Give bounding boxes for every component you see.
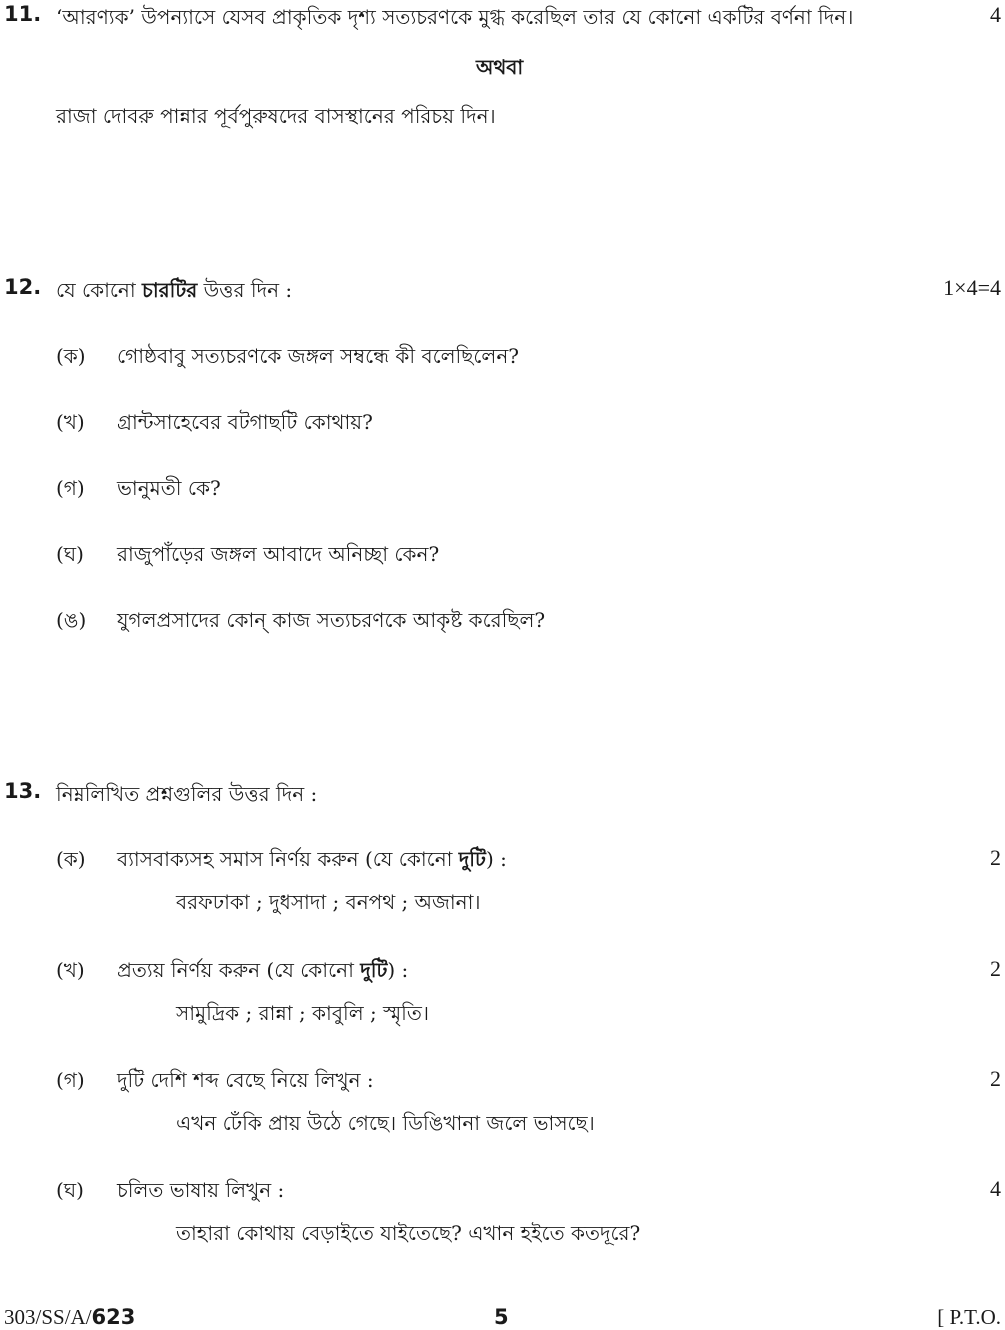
question-11-text: ‘আরণ্যক’ উপন্যাসে যেসব প্রাকৃতিক দৃশ্য সত্যচরণকে মুগ্ধ করেছিল তার যে কোনো একটির বর্ণনা দিন। bbox=[56, 5, 854, 29]
question-13-item-marks: 2 bbox=[990, 845, 1001, 870]
page-number: 5 bbox=[494, 1305, 509, 1329]
question-13-item-marks: 4 bbox=[990, 1176, 1001, 1201]
question-13-item-marks: 2 bbox=[990, 1066, 1001, 1091]
question-13-item-text: ব্যাসবাক্যসহ সমাস নির্ণয় করুন (যে কোনো দুটি) : bbox=[117, 847, 507, 871]
question-12-item-label: (খ) bbox=[56, 410, 85, 434]
question-13-item-text: চলিত ভাষায় লিখুন : bbox=[117, 1178, 285, 1202]
question-13-item-marks: 2 bbox=[990, 956, 1001, 981]
question-13-item-sub: বরফঢাকা ; দুধসাদা ; বনপথ ; অজানা। bbox=[176, 890, 481, 914]
question-13-number: 13. bbox=[4, 779, 42, 803]
question-13-item-sub: তাহারা কোথায় বেড়াইতে যাইতেছে? এখান হইতে কতদূরে? bbox=[176, 1221, 641, 1245]
question-11-marks: 4 bbox=[990, 2, 1001, 27]
question-12-item-text: ভানুমতী কে? bbox=[117, 476, 221, 500]
question-12-marks: 1×4=4 bbox=[943, 275, 1001, 300]
question-11-or-label: অথবা bbox=[476, 55, 524, 79]
question-13-text: নিম্নলিখিত প্রশ্নগুলির উত্তর দিন : bbox=[56, 782, 318, 806]
paper-code: 303/SS/A/623 bbox=[4, 1305, 136, 1329]
question-12-number: 12. bbox=[4, 275, 42, 299]
question-12-item-label: (ঘ) bbox=[56, 542, 84, 566]
question-13-item-label: (ঘ) bbox=[56, 1178, 84, 1202]
question-12-item-text: যুগলপ্রসাদের কোন্ কাজ সত্যচরণকে আকৃষ্ট করেছিল? bbox=[117, 608, 546, 632]
question-13-item-sub: সামুদ্রিক ; রান্না ; কাবুলি ; স্মৃতি। bbox=[176, 1001, 430, 1025]
question-13-item-sub: এখন ঢেঁকি প্রায় উঠে গেছে। ডিঙিখানা জলে ভাসছে। bbox=[176, 1111, 595, 1135]
question-13-item-text: দুটি দেশি শব্দ বেছে নিয়ে লিখুন : bbox=[117, 1068, 374, 1092]
question-13-item-label: (ক) bbox=[56, 847, 86, 871]
question-13-item-text: প্রত্যয় নির্ণয় করুন (যে কোনো দুটি) : bbox=[117, 958, 409, 982]
question-12-item-label: (ঙ) bbox=[56, 608, 87, 632]
question-12-item-text: গ্রান্টসাহেবের বটগাছটি কোথায়? bbox=[117, 410, 373, 434]
question-12-item-label: (ক) bbox=[56, 344, 86, 368]
question-13-item-label: (গ) bbox=[56, 1068, 85, 1092]
question-12-item-text: রাজুপাঁড়ের জঙ্গল আবাদে অনিচ্ছা কেন? bbox=[117, 542, 440, 566]
question-13-item-label: (খ) bbox=[56, 958, 85, 982]
question-12-item-text: গোষ্ঠবাবু সত্যচরণকে জঙ্গল সম্বন্ধে কী বলেছিলেন? bbox=[117, 344, 519, 368]
question-12-item-label: (গ) bbox=[56, 476, 85, 500]
please-turn-over: [ P.T.O. bbox=[937, 1305, 1001, 1329]
question-12-text: যে কোনো চারটির উত্তর দিন : bbox=[56, 278, 293, 302]
question-11-alt-text: রাজা দোবরু পান্নার পূর্বপুরুষদের বাসস্থানের পরিচয় দিন। bbox=[56, 104, 496, 128]
question-11-number: 11. bbox=[4, 2, 42, 26]
question-12-bold-word: চারটির bbox=[142, 278, 198, 302]
